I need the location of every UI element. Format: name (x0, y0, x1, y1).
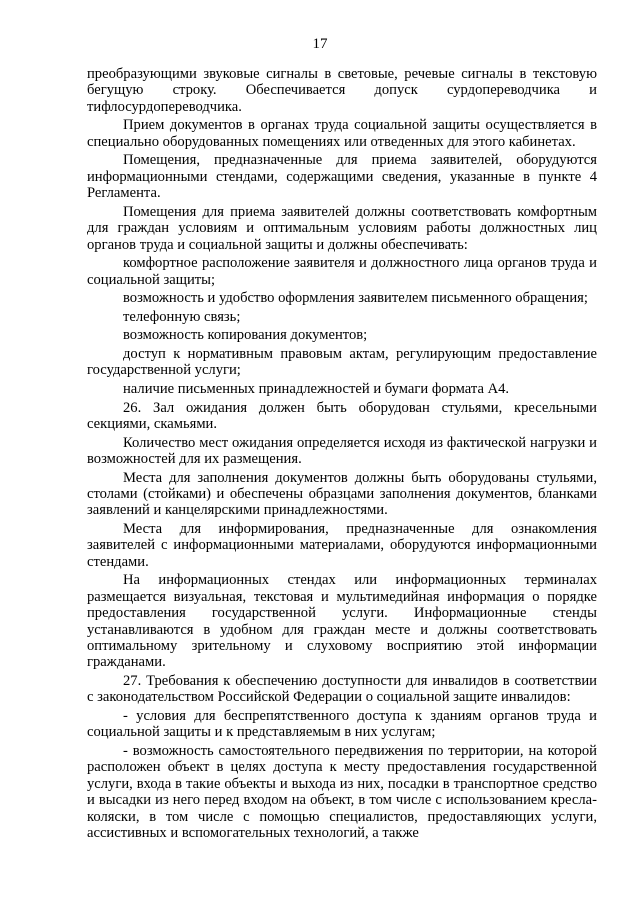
paragraph-section-26: 26. Зал ожидания должен быть оборудован стульями, кресельными секциями, скамьями. (87, 399, 597, 432)
list-item: комфортное расположение заявителя и должностного лица органов труда и социальной защиты; (87, 255, 597, 288)
paragraph: Помещения для приема заявителей должны соответствовать комфортным для граждан условиям и оптимальным условиям работы должностных лиц органов труда и социальной защиты и должны обеспечивать: (87, 203, 597, 253)
paragraph: На информационных стендах или информационных терминалах размещается визуальная, текстовая и мультимедийная информация о порядке предоставления государственной услуги. Информационные стенды устанавливаются в удобном для граждан месте и должны соответствовать оптимальному зрительному и слуховому восприятию этой информации гражданами. (87, 572, 597, 671)
paragraph: Помещения, предназначенные для приема заявителей, оборудуются информационными стендами, содержащими сведения, указанные в пункте 4 Регламента. (87, 152, 597, 202)
document-body (87, 66, 597, 844)
list-item: наличие письменных принадлежностей и бумаги формата А4. (123, 381, 510, 397)
paragraph-continuation: преобразующими звуковые сигналы в световые, речевые сигналы в текстовую бегущую строку. Обеспечивается допуск сурдопереводчика и тифлосурдопереводчика. (87, 66, 597, 115)
list-item: телефонную связь; (123, 308, 241, 325)
page-number: 17 (312, 36, 328, 52)
list-item: возможность копирования документов; (123, 327, 368, 344)
paragraph: Прием документов в органах труда социальной защиты осуществляется в специально оборудованных помещениях или отведенных для этого кабинетах. (87, 117, 597, 150)
paragraph: Места для информирования, предназначенные для ознакомления заявителей с информационными материалами, оборудуются информационными стендами. (87, 521, 597, 570)
paragraph: Места для заполнения документов должны быть оборудованы стульями, столами (стойками) и обеспечены образцами заполнения документов, бланками заявлений и канцелярскими принадлежностями. (87, 469, 597, 519)
list-item: возможность и удобство оформления заявителем письменного обращения; (123, 290, 588, 307)
list-item: доступ к нормативным правовым актам, регулирующим предоставление государственной услуги; (87, 346, 597, 379)
paragraph-section-27: 27. Требования к обеспечению доступности для инвалидов в соответствии с законодательством Российской Федерации о социальной защите инвалидов: (87, 673, 597, 706)
list-item: - возможность самостоятельного передвижения по территории, на которой расположен объект в целях доступа к месту предоставления государственной услуги, входа в такие объекты и выхода из них, посадки в транспортное средство и высадки из него перед входом на объект, в том числе с использованием кресла-коляски, в том числе с помощью специалистов, предоставляющих услуги, ассистивных и вспомогательных технологий, а также (87, 743, 597, 842)
list-item: - условия для беспрепятственного доступа к зданиям органов труда и социальной защиты и к представляемым в них услугам; (87, 708, 597, 741)
paragraph: Количество мест ожидания определяется исходя из фактической нагрузки и возможностей для их размещения. (87, 434, 597, 467)
